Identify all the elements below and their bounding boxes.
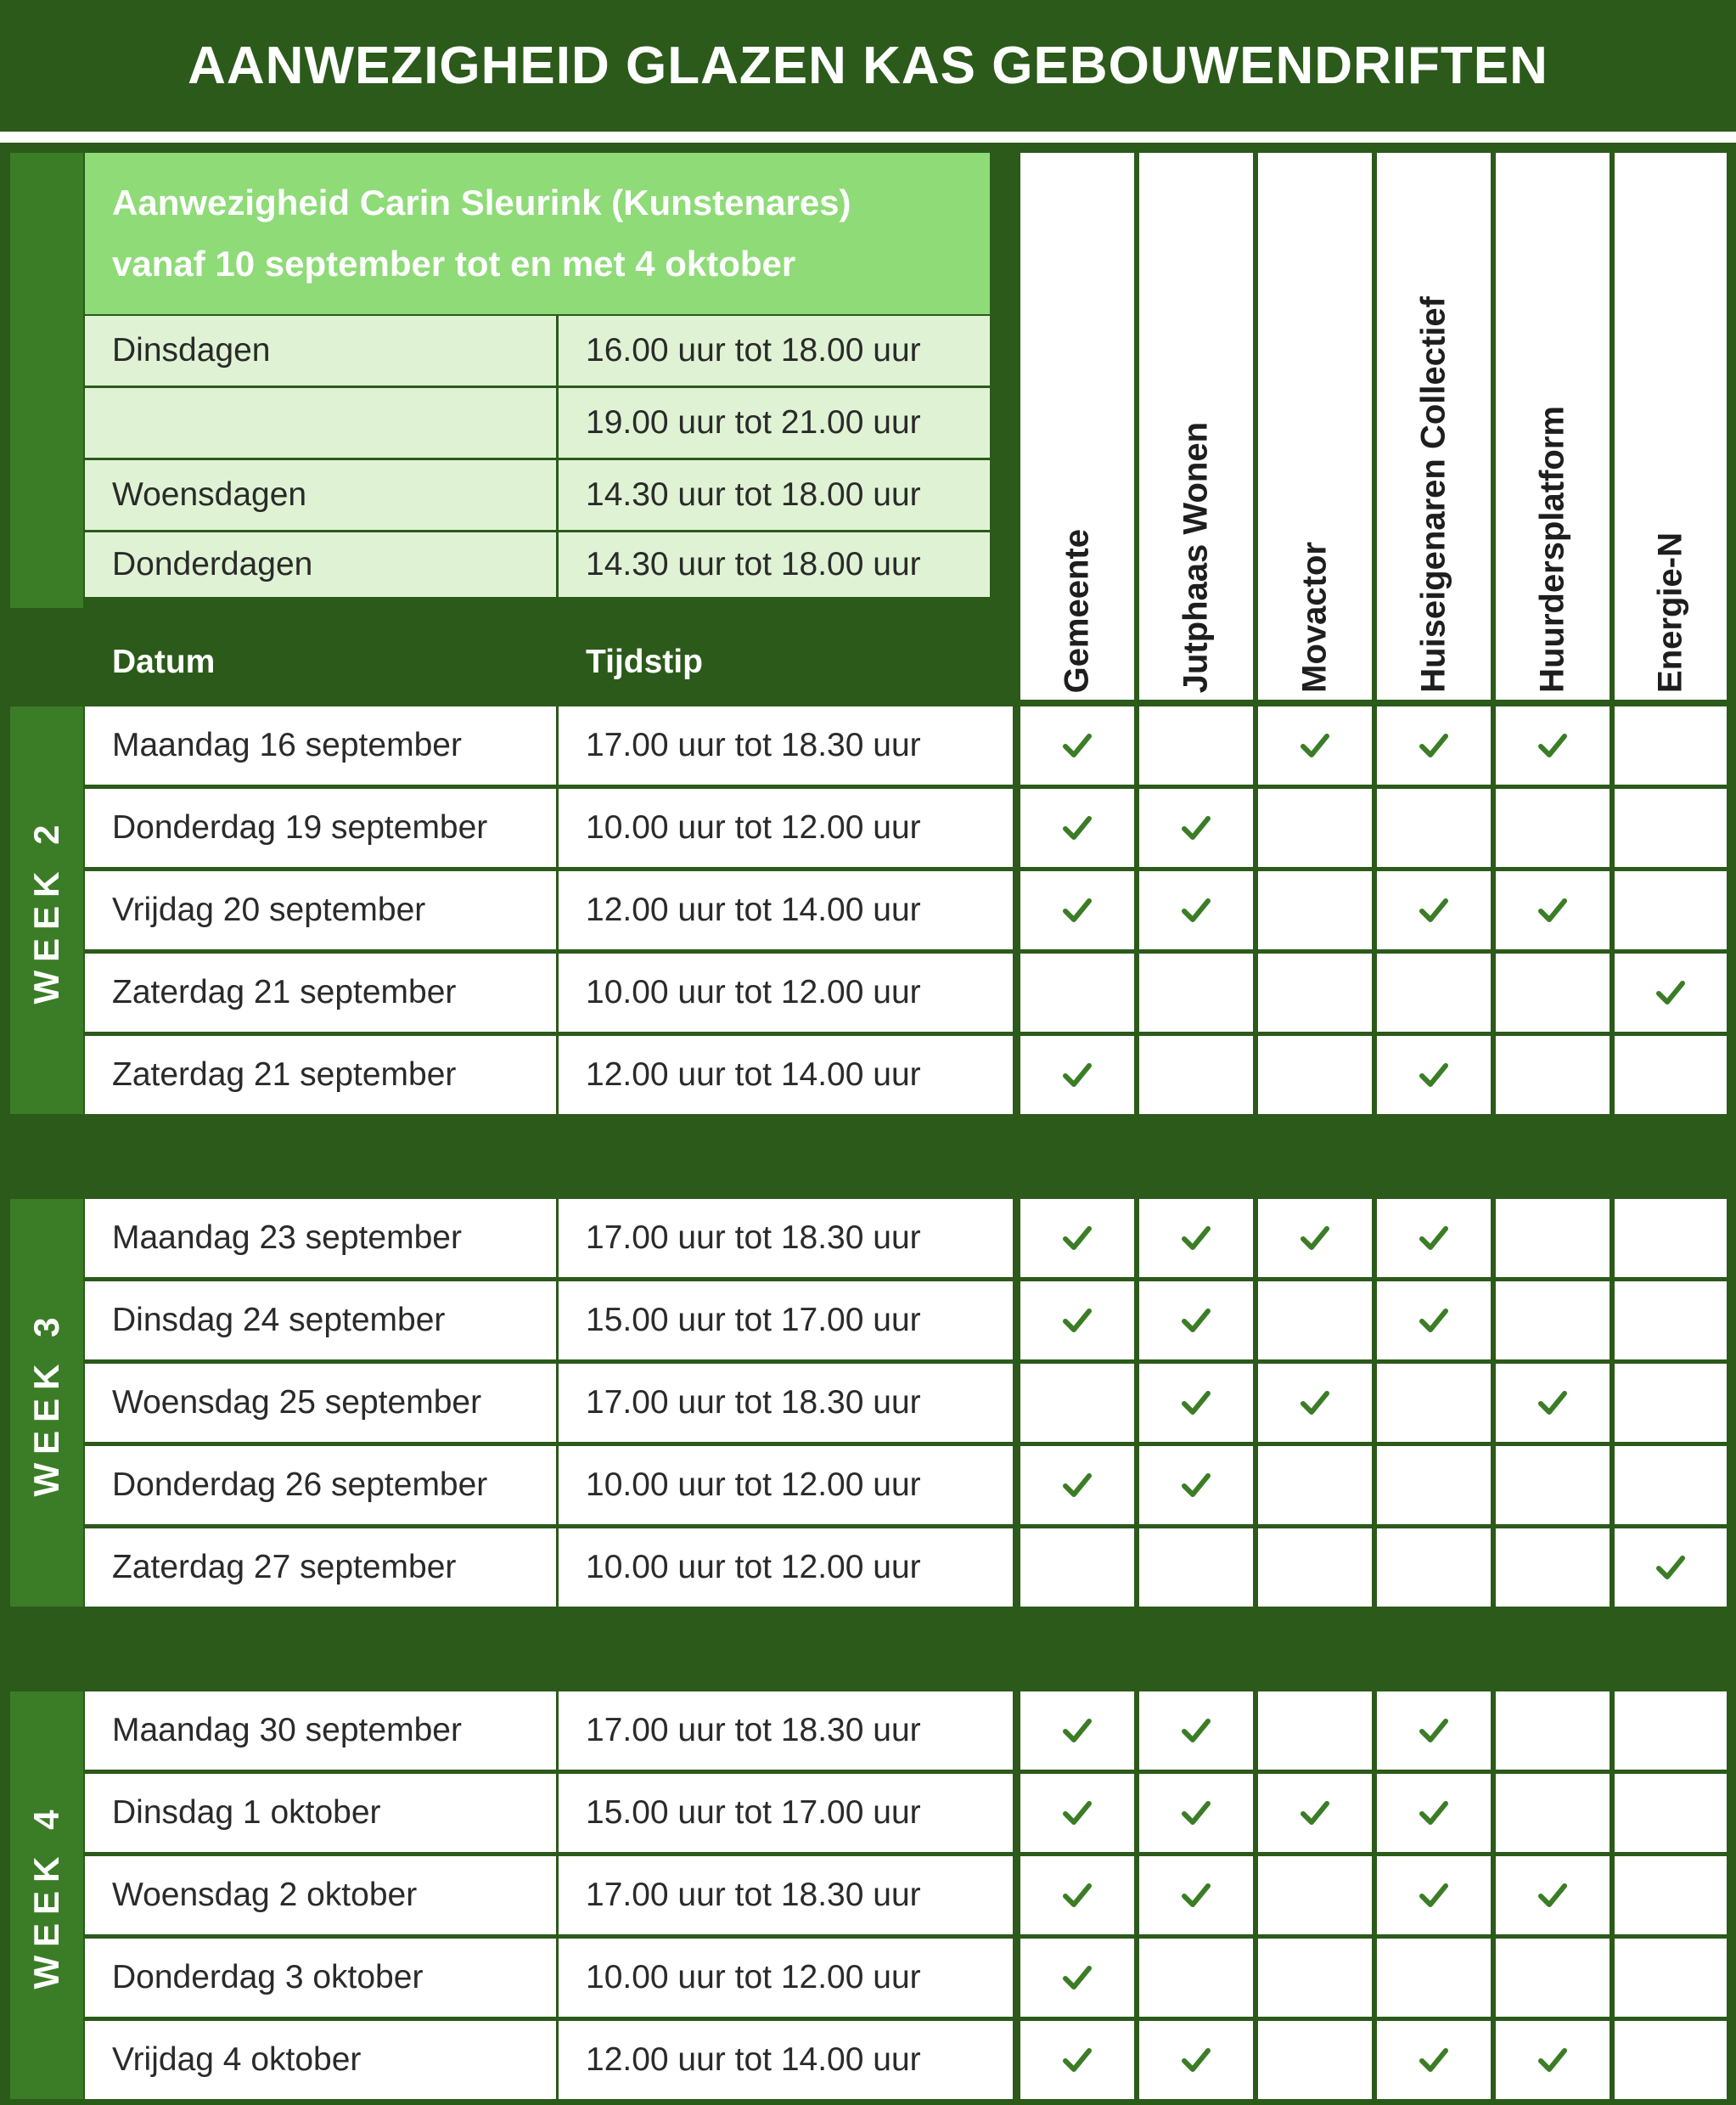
attendance-cell [1496,1364,1610,1442]
schedule-time: 17.00 uur tot 18.30 uur [586,1384,921,1421]
checkmark-icon [1062,1471,1093,1500]
info-box-heading [85,153,990,314]
schedule-date: Vrijdag 20 september [112,892,426,928]
attendance-cell [1377,789,1491,867]
column-header-jutphaas-wonen: Jutphaas Wonen [1139,153,1253,700]
checkmark-icon [1062,1716,1093,1745]
attendance-cell [1496,1036,1610,1114]
attendance-cell [1020,1036,1134,1114]
attendance-cell [1615,1199,1727,1277]
schedule-time: 17.00 uur tot 18.30 uur [586,1219,921,1256]
attendance-cell [1377,1281,1491,1359]
page-title: AANWEZIGHEID GLAZEN KAS GEBOUWENDRIFTEN [0,0,1736,132]
schedule-time: 17.00 uur tot 18.30 uur [586,1712,921,1748]
attendance-cell [1258,1528,1372,1607]
attendance-cell [1020,1856,1134,1934]
attendance-cell [1139,871,1253,949]
attendance-cell [1615,954,1727,1032]
week-label-strip [10,1199,83,1607]
attendance-cell [1377,1774,1491,1852]
checkmark-icon [1537,731,1568,760]
attendance-cell [1139,1774,1253,1852]
info-time: 16.00 uur tot 18.00 uur [586,332,921,369]
attendance-cell [1020,2021,1134,2099]
attendance-cell [1258,1446,1372,1524]
schedule-time: 12.00 uur tot 14.00 uur [586,892,921,928]
schedule-time-cell [559,1199,1013,1277]
attendance-cell [1020,1364,1134,1442]
schedule-date: Donderdag 19 september [112,809,488,846]
attendance-cell [1020,871,1134,949]
checkmark-icon [1062,896,1093,925]
info-box-side-strip [10,153,83,608]
checkmark-icon [1419,1716,1449,1745]
attendance-cell [1139,1281,1253,1359]
checkmark-icon [1300,1798,1330,1827]
schedule-time-cell [559,1036,1013,1114]
attendance-cell [1139,706,1253,785]
schedule-time: 10.00 uur tot 12.00 uur [586,809,921,846]
schedule-time-cell [559,871,1013,949]
attendance-cell [1258,1036,1372,1114]
schedule-date: Maandag 16 september [112,727,462,763]
column-header-movactor: Movactor [1258,153,1372,700]
checkmark-icon [1062,1963,1093,1992]
attendance-cell [1377,1364,1491,1442]
attendance-cell [1139,1939,1253,2017]
schedule-time-cell [559,1856,1013,1934]
checkmark-icon [1062,1224,1093,1252]
week-label: WEEK 3 [26,1309,66,1497]
schedule-time-cell [559,789,1013,867]
schedule-time-cell [559,1691,1013,1770]
attendance-cell [1258,789,1372,867]
week-label-strip [10,706,83,1114]
attendance-cell [1020,1528,1134,1607]
checkmark-icon [1537,896,1568,925]
attendance-cell [1020,954,1134,1032]
attendance-cell [1020,706,1134,785]
attendance-cell [1615,1364,1727,1442]
schedule-date-cell [85,1856,556,1934]
column-header-time: Tijdstip [586,644,703,680]
attendance-cell [1496,1199,1610,1277]
attendance-cell [1139,789,1253,867]
attendance-cell [1377,954,1491,1032]
attendance-cell [1377,1691,1491,1770]
info-row [85,388,990,458]
schedule-time: 17.00 uur tot 18.30 uur [586,727,921,763]
schedule-date: Zaterdag 21 september [112,1056,457,1093]
schedule-time-cell [559,1446,1013,1524]
checkmark-icon [1062,1881,1093,1910]
attendance-cell [1615,1856,1727,1934]
column-header-gemeente: Gemeente [1020,153,1134,700]
schedule-time: 10.00 uur tot 12.00 uur [586,974,921,1010]
attendance-cell [1377,1036,1491,1114]
attendance-cell [1139,1199,1253,1277]
info-row [85,316,990,386]
schedule-date-cell [85,1939,556,2017]
schedule-date-cell [85,1199,556,1277]
schedule-time: 10.00 uur tot 12.00 uur [586,1466,921,1503]
attendance-cell [1615,1036,1727,1114]
attendance-cell [1139,1856,1253,1934]
schedule-date: Zaterdag 21 september [112,974,457,1010]
schedule-time: 17.00 uur tot 18.30 uur [586,1877,921,1913]
attendance-cell [1139,1036,1253,1114]
schedule-time-cell [559,1939,1013,2017]
attendance-cell [1020,789,1134,867]
schedule-time-cell [559,1364,1013,1442]
attendance-cell [1258,954,1372,1032]
attendance-cell [1020,1939,1134,2017]
attendance-cell [1496,1691,1610,1770]
info-day: Woensdagen [112,476,307,513]
checkmark-icon [1181,1716,1211,1745]
schedule-date-cell [85,954,556,1032]
checkmark-icon [1062,2046,1093,2074]
info-heading-line1: Aanwezigheid Carin Sleurink (Kunstenares) [112,183,851,222]
checkmark-icon [1419,1881,1449,1910]
attendance-cell [1139,2021,1253,2099]
checkmark-icon [1419,1798,1449,1827]
attendance-cell [1377,1446,1491,1524]
schedule-date-cell [85,1364,556,1442]
attendance-cell [1258,1856,1372,1934]
attendance-cell [1615,1446,1727,1524]
column-header-date: Datum [112,644,216,680]
schedule-time-cell [559,1528,1013,1607]
info-time: 19.00 uur tot 21.00 uur [586,404,921,441]
checkmark-icon [1181,1306,1211,1335]
schedule-time: 12.00 uur tot 14.00 uur [586,2041,921,2078]
checkmark-icon [1419,2046,1449,2074]
attendance-cell [1020,1199,1134,1277]
schedule-time: 10.00 uur tot 12.00 uur [586,1549,921,1585]
schedule-date: Dinsdag 1 oktober [112,1794,381,1831]
week-label: WEEK 2 [26,816,66,1005]
schedule-time-cell [559,1281,1013,1359]
schedule-date-cell [85,1446,556,1524]
attendance-cell [1615,1939,1727,2017]
checkmark-icon [1062,813,1093,842]
attendance-cell [1020,1281,1134,1359]
attendance-cell [1377,1856,1491,1934]
schedule-time: 10.00 uur tot 12.00 uur [586,1959,921,1995]
checkmark-icon [1181,1388,1211,1417]
attendance-cell [1258,1281,1372,1359]
schedule-date-cell [85,1528,556,1607]
attendance-cell [1615,1774,1727,1852]
attendance-cell [1496,871,1610,949]
attendance-cell [1615,871,1727,949]
attendance-cell [1496,789,1610,867]
info-heading-line2: vanaf 10 september tot en met 4 oktober [112,244,796,284]
attendance-cell [1496,1528,1610,1607]
schedule-date-cell [85,706,556,785]
attendance-cell [1496,2021,1610,2099]
schedule-time: 15.00 uur tot 17.00 uur [586,1302,921,1338]
column-header-huurdersplatform: Huurdersplatform [1496,153,1610,700]
checkmark-icon [1062,731,1093,760]
schedule-time: 15.00 uur tot 17.00 uur [586,1794,921,1831]
schedule-time-cell [559,954,1013,1032]
checkmark-icon [1419,731,1449,760]
attendance-cell [1139,954,1253,1032]
attendance-cell [1139,1528,1253,1607]
attendance-cell [1258,1364,1372,1442]
checkmark-icon [1181,1798,1211,1827]
schedule-date: Donderdag 26 september [112,1466,488,1503]
schedule-date-cell [85,789,556,867]
attendance-cell [1139,1446,1253,1524]
info-time: 14.30 uur tot 18.00 uur [586,546,921,583]
column-header-huiseigenaren-collectief: Huiseigenaren Collectief [1377,153,1491,700]
attendance-cell [1258,1939,1372,2017]
info-day: Dinsdagen [112,332,271,369]
attendance-cell [1615,789,1727,867]
attendance-cell [1258,706,1372,785]
schedule-date: Maandag 30 september [112,1712,462,1748]
attendance-cell [1258,1199,1372,1277]
schedule-date: Woensdag 2 oktober [112,1877,418,1913]
attendance-cell [1020,1691,1134,1770]
checkmark-icon [1062,1306,1093,1335]
checkmark-icon [1300,1388,1330,1417]
attendance-cell [1020,1446,1134,1524]
schedule-date-cell [85,871,556,949]
checkmark-icon [1181,2046,1211,2074]
attendance-cell [1258,1691,1372,1770]
schedule-date-cell [85,1774,556,1852]
schedule-date: Zaterdag 27 september [112,1549,457,1585]
schedule-time: 12.00 uur tot 14.00 uur [586,1056,921,1093]
attendance-cell [1020,1774,1134,1852]
attendance-cell [1377,871,1491,949]
schedule-date: Donderdag 3 oktober [112,1959,424,1995]
schedule-date: Maandag 23 september [112,1219,462,1256]
checkmark-icon [1062,1061,1093,1089]
info-day: Donderdagen [112,546,313,583]
attendance-cell [1139,1691,1253,1770]
checkmark-icon [1181,1224,1211,1252]
attendance-cell [1615,1528,1727,1607]
attendance-cell [1496,706,1610,785]
attendance-cell [1615,706,1727,785]
checkmark-icon [1181,1471,1211,1500]
attendance-cell [1258,871,1372,949]
attendance-cell [1496,1446,1610,1524]
schedule-date: Dinsdag 24 september [112,1302,446,1338]
attendance-cell [1615,1281,1727,1359]
schedule-date: Woensdag 25 september [112,1384,482,1421]
checkmark-icon [1537,1388,1568,1417]
checkmark-icon [1419,1061,1449,1089]
checkmark-icon [1537,2046,1568,2074]
week-label-strip [10,1691,83,2099]
info-row [85,460,990,530]
checkmark-icon [1419,1224,1449,1252]
checkmark-icon [1300,731,1330,760]
checkmark-icon [1537,1881,1568,1910]
week-label: WEEK 4 [26,1801,66,1990]
checkmark-icon [1655,978,1686,1007]
column-header-energie-n: Energie-N [1615,153,1727,700]
attendance-cell [1615,1691,1727,1770]
checkmark-icon [1655,1553,1686,1582]
schedule-date: Vrijdag 4 oktober [112,2041,362,2078]
checkmark-icon [1181,1881,1211,1910]
schedule-time-cell [559,1774,1013,1852]
attendance-cell [1377,1528,1491,1607]
schedule-time-cell [559,2021,1013,2099]
attendance-cell [1377,1199,1491,1277]
checkmark-icon [1181,896,1211,925]
attendance-cell [1139,1364,1253,1442]
attendance-cell [1496,1939,1610,2017]
attendance-cell [1496,954,1610,1032]
checkmark-icon [1300,1224,1330,1252]
schedule-time-cell [559,706,1013,785]
attendance-cell [1258,1774,1372,1852]
checkmark-icon [1419,1306,1449,1335]
info-time: 14.30 uur tot 18.00 uur [586,476,921,513]
attendance-cell [1496,1281,1610,1359]
schedule-date-cell [85,1281,556,1359]
checkmark-icon [1181,813,1211,842]
attendance-cell [1496,1774,1610,1852]
attendance-cell [1615,2021,1727,2099]
attendance-cell [1258,2021,1372,2099]
schedule-date-cell [85,1036,556,1114]
checkmark-icon [1062,1798,1093,1827]
attendance-cell [1377,2021,1491,2099]
info-row [85,532,990,597]
schedule-date-cell [85,2021,556,2099]
schedule-date-cell [85,1691,556,1770]
attendance-cell [1377,1939,1491,2017]
checkmark-icon [1419,896,1449,925]
attendance-cell [1496,1856,1610,1934]
attendance-cell [1377,706,1491,785]
